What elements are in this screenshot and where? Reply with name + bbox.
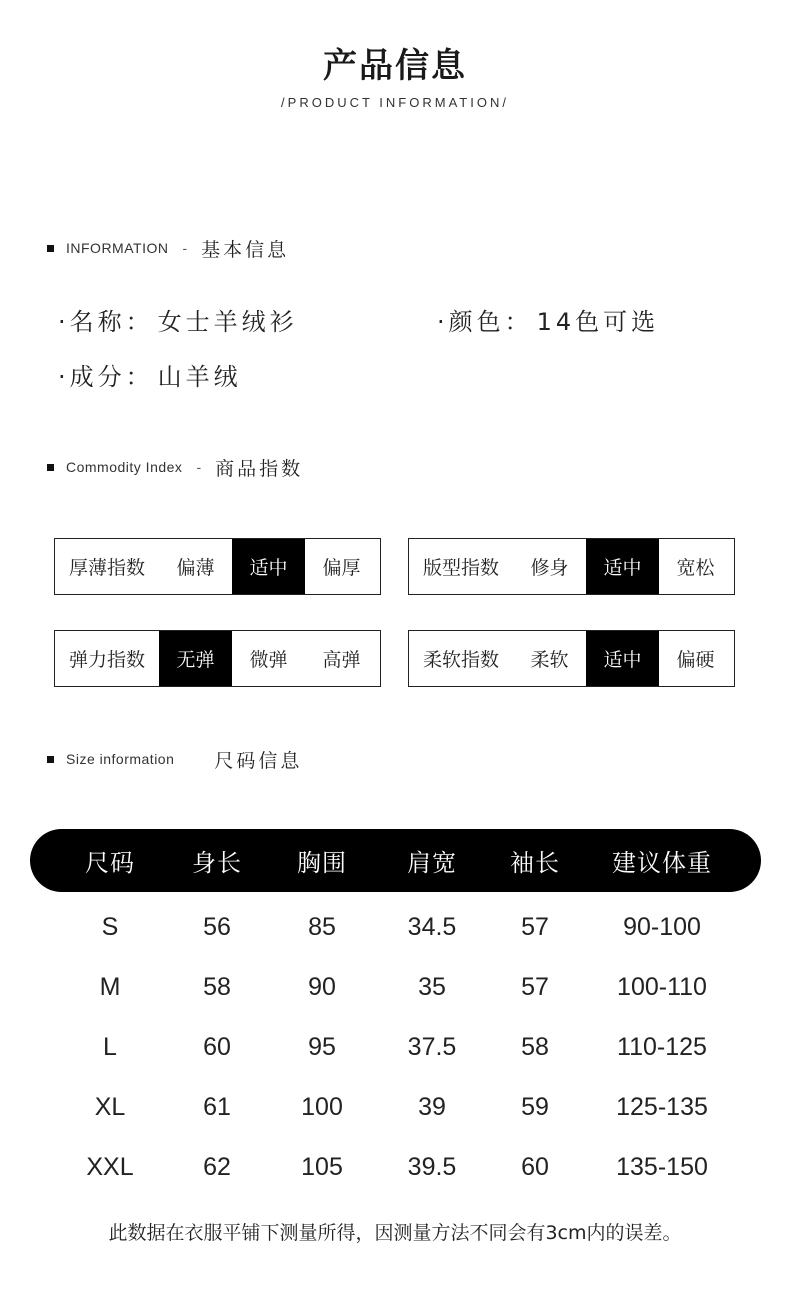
elasticity-option-selected: 无弹 (159, 631, 232, 686)
table-cell-shoulder: 39.5 (407, 1152, 457, 1181)
table-cell-chest: 90 (308, 972, 336, 1001)
table-cell-sleeve: 57 (521, 972, 549, 1001)
table-cell-weight: 135-150 (616, 1152, 708, 1181)
column-header-length: 身长 (192, 849, 242, 877)
product-material-label: ·成分： (58, 363, 154, 391)
elasticity-option: 高弹 (322, 649, 361, 671)
size-table-header (30, 829, 761, 892)
table-cell-length: 58 (203, 972, 231, 1001)
table-cell-size: S (101, 912, 119, 941)
square-bullet-icon (47, 245, 54, 252)
table-cell-length: 62 (203, 1152, 231, 1181)
thickness-index-label: 厚薄指数 (68, 557, 145, 579)
table-cell-size: M (99, 972, 121, 1001)
column-header-weight: 建议体重 (612, 849, 712, 877)
softness-option: 柔软 (530, 649, 569, 671)
table-cell-shoulder: 35 (418, 972, 446, 1001)
square-bullet-icon (47, 464, 54, 471)
product-name-value: 女士羊绒衫 (157, 308, 298, 336)
table-cell-weight: 90-100 (623, 912, 701, 941)
column-header-size: 尺码 (85, 849, 135, 877)
column-header-shoulder: 肩宽 (407, 849, 457, 877)
column-header-chest: 胸围 (297, 849, 347, 877)
table-cell-weight: 100-110 (617, 972, 707, 1001)
softness-index-label: 柔软指数 (422, 649, 499, 671)
table-cell-sleeve: 59 (521, 1092, 549, 1121)
fit-option-selected: 适中 (586, 539, 659, 594)
thickness-option: 偏厚 (322, 557, 361, 579)
table-cell-length: 56 (203, 912, 231, 941)
product-material-line (58, 357, 242, 392)
product-material-value: 山羊绒 (157, 363, 242, 391)
thickness-option: 偏薄 (176, 557, 215, 579)
section-zh-label: 基本信息 (201, 238, 290, 261)
fit-index-label: 版型指数 (422, 557, 499, 579)
section-en-label: INFORMATION (66, 240, 169, 256)
table-cell-length: 60 (203, 1032, 231, 1061)
product-color-label: ·颜色： (437, 308, 533, 336)
thickness-index-box (54, 538, 381, 595)
product-name-line (58, 302, 298, 337)
fit-option: 宽松 (676, 557, 715, 579)
elasticity-index-label: 弹力指数 (68, 649, 145, 671)
section-basic-info-heading (47, 237, 289, 259)
product-color-value: 14色可选 (536, 308, 660, 336)
softness-option: 偏硬 (676, 649, 715, 671)
section-commodity-index-heading (47, 456, 303, 478)
table-cell-shoulder: 39 (418, 1092, 446, 1121)
section-zh-label: 尺码信息 (214, 749, 303, 772)
section-en-label: Size information (66, 751, 175, 767)
elasticity-option: 微弹 (249, 649, 288, 671)
product-color-line (437, 302, 659, 337)
thickness-option-selected: 适中 (232, 539, 305, 594)
softness-option-selected: 适中 (586, 631, 659, 686)
table-cell-chest: 95 (308, 1032, 336, 1061)
table-cell-weight: 110-125 (617, 1032, 707, 1061)
table-cell-chest: 100 (301, 1092, 343, 1121)
table-cell-chest: 105 (301, 1152, 343, 1181)
table-cell-shoulder: 37.5 (407, 1032, 457, 1061)
table-cell-sleeve: 58 (521, 1032, 549, 1061)
table-cell-weight: 125-135 (616, 1092, 708, 1121)
page-subtitle: /PRODUCT INFORMATION/ (281, 95, 509, 110)
section-separator: - (182, 240, 188, 256)
fit-index-box (408, 538, 735, 595)
table-cell-shoulder: 34.5 (407, 912, 457, 941)
column-header-sleeve: 袖长 (510, 849, 560, 877)
table-cell-length: 61 (203, 1092, 231, 1121)
table-cell-size: L (103, 1032, 117, 1061)
table-cell-sleeve: 60 (521, 1152, 549, 1181)
elasticity-index-box (54, 630, 381, 687)
square-bullet-icon (47, 756, 54, 763)
section-en-label: Commodity Index (66, 459, 183, 475)
section-size-info-heading (47, 748, 302, 770)
section-zh-label: 商品指数 (215, 457, 304, 480)
table-cell-chest: 85 (308, 912, 336, 941)
softness-index-box (408, 630, 735, 687)
section-separator: - (196, 459, 202, 475)
page-title: 产品信息 (323, 46, 467, 86)
table-cell-size: XXL (86, 1152, 134, 1181)
measurement-note: 此数据在衣服平铺下测量所得，因测量方法不同会有3cm内的误差。 (108, 1222, 682, 1244)
table-cell-sleeve: 57 (521, 912, 549, 941)
product-name-label: ·名称： (58, 308, 154, 336)
table-cell-size: XL (94, 1092, 126, 1121)
fit-option: 修身 (530, 557, 569, 579)
